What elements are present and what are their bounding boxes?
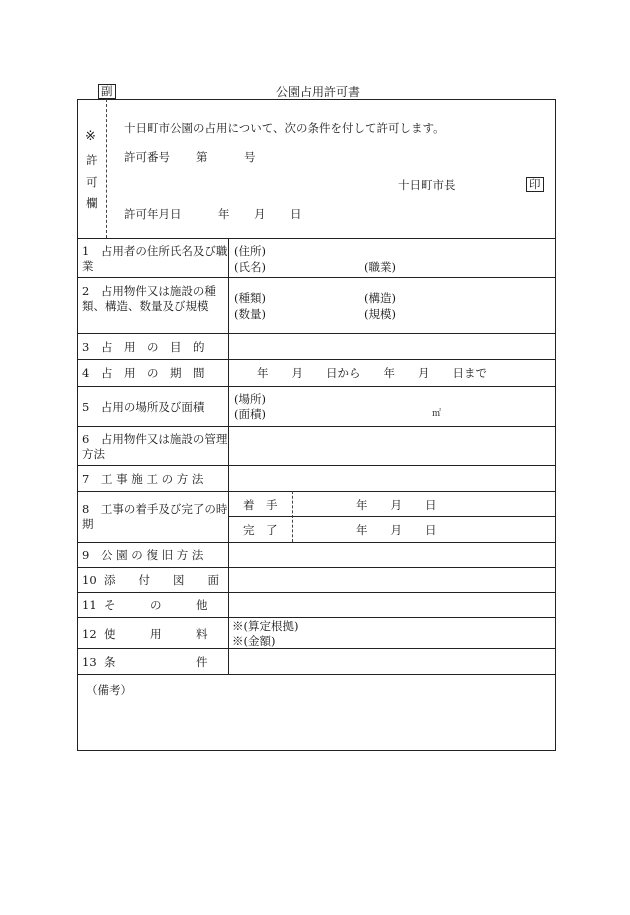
permit-label-char: 可 xyxy=(86,175,98,189)
row3-number: 3 xyxy=(82,340,90,354)
row8-finish-date: 年 月 日 xyxy=(356,523,437,537)
note-mark: ※ xyxy=(85,129,96,144)
row11-label: そ の 他 xyxy=(104,598,208,612)
row2-structure: (構造) xyxy=(364,291,396,305)
permit-number-go: 号 xyxy=(244,150,256,164)
row9-label: 公 園 の 復 旧 方 法 xyxy=(101,548,204,562)
permit-date-label: 許可年月日 xyxy=(124,207,182,221)
permit-statement: 十日町市公園の占用について、次の条件を付して許可します。 xyxy=(124,121,445,135)
row10-label: 添 付 図 面 xyxy=(104,573,219,587)
form-frame xyxy=(77,99,556,751)
row10-number: 10 xyxy=(82,573,97,587)
row13-label: 条 件 xyxy=(104,655,208,669)
permit-label-char: 許 xyxy=(86,153,98,167)
permit-date-day: 日 xyxy=(290,207,302,221)
remarks-label: （備考） xyxy=(86,683,132,697)
row2-label: 2 占用物件又は施設の種類、構造、数量及び規模 xyxy=(82,284,216,313)
row5-area: (面積) xyxy=(234,407,266,421)
row9-number: 9 xyxy=(82,548,90,562)
row8-finish-label: 完 了 xyxy=(243,523,278,537)
seal-mark: 印 xyxy=(526,177,544,192)
mayor-title: 十日町市長 xyxy=(398,178,456,192)
row13-number: 13 xyxy=(82,655,97,669)
row11-number: 11 xyxy=(82,598,97,612)
row5-place: (場所) xyxy=(234,392,266,406)
row1-occupation: (職業) xyxy=(364,260,396,274)
row1-address: (住所) xyxy=(234,244,266,258)
row6-label: 6 占用物件又は施設の管理方法 xyxy=(82,432,228,461)
row12-amount: ※(金額) xyxy=(232,634,276,648)
row2-kind: (種類) xyxy=(234,291,266,305)
row12-label: 使 用 料 xyxy=(104,627,208,641)
row12-number: 12 xyxy=(82,627,97,641)
permit-date-year: 年 xyxy=(218,207,230,221)
row8-label: 8 工事の着手及び完了の時期 xyxy=(82,502,228,531)
row4-period: 年 月 日から 年 月 日まで xyxy=(257,366,487,380)
row7-label: 工 事 施 工 の 方 法 xyxy=(101,472,204,486)
row5-label: 5 占用の場所及び面積 xyxy=(82,400,205,414)
row8-start-label: 着 手 xyxy=(243,498,278,512)
row5-unit: ㎡ xyxy=(432,409,442,419)
copy-mark: 副 xyxy=(98,84,116,99)
permit-date-month: 月 xyxy=(254,207,266,221)
row2-scale: (規模) xyxy=(364,307,396,321)
row4-number: 4 xyxy=(82,366,90,380)
row7-number: 7 xyxy=(82,472,90,486)
permit-number-dai: 第 xyxy=(196,150,208,164)
permit-label-char: 欄 xyxy=(86,196,98,210)
row12-basis: ※(算定根拠) xyxy=(232,619,299,633)
page-title: 公園占用許可書 xyxy=(276,85,361,99)
permit-number-label: 許可番号 xyxy=(124,150,170,164)
row3-label: 占 用 の 目 的 xyxy=(101,340,205,354)
row1-name: (氏名) xyxy=(234,260,266,274)
row4-label: 占 用 の 期 間 xyxy=(101,366,205,380)
row2-quantity: (数量) xyxy=(234,307,266,321)
row8-start-date: 年 月 日 xyxy=(356,498,437,512)
row1-label: 1 占用者の住所氏名及び職業 xyxy=(82,244,228,273)
